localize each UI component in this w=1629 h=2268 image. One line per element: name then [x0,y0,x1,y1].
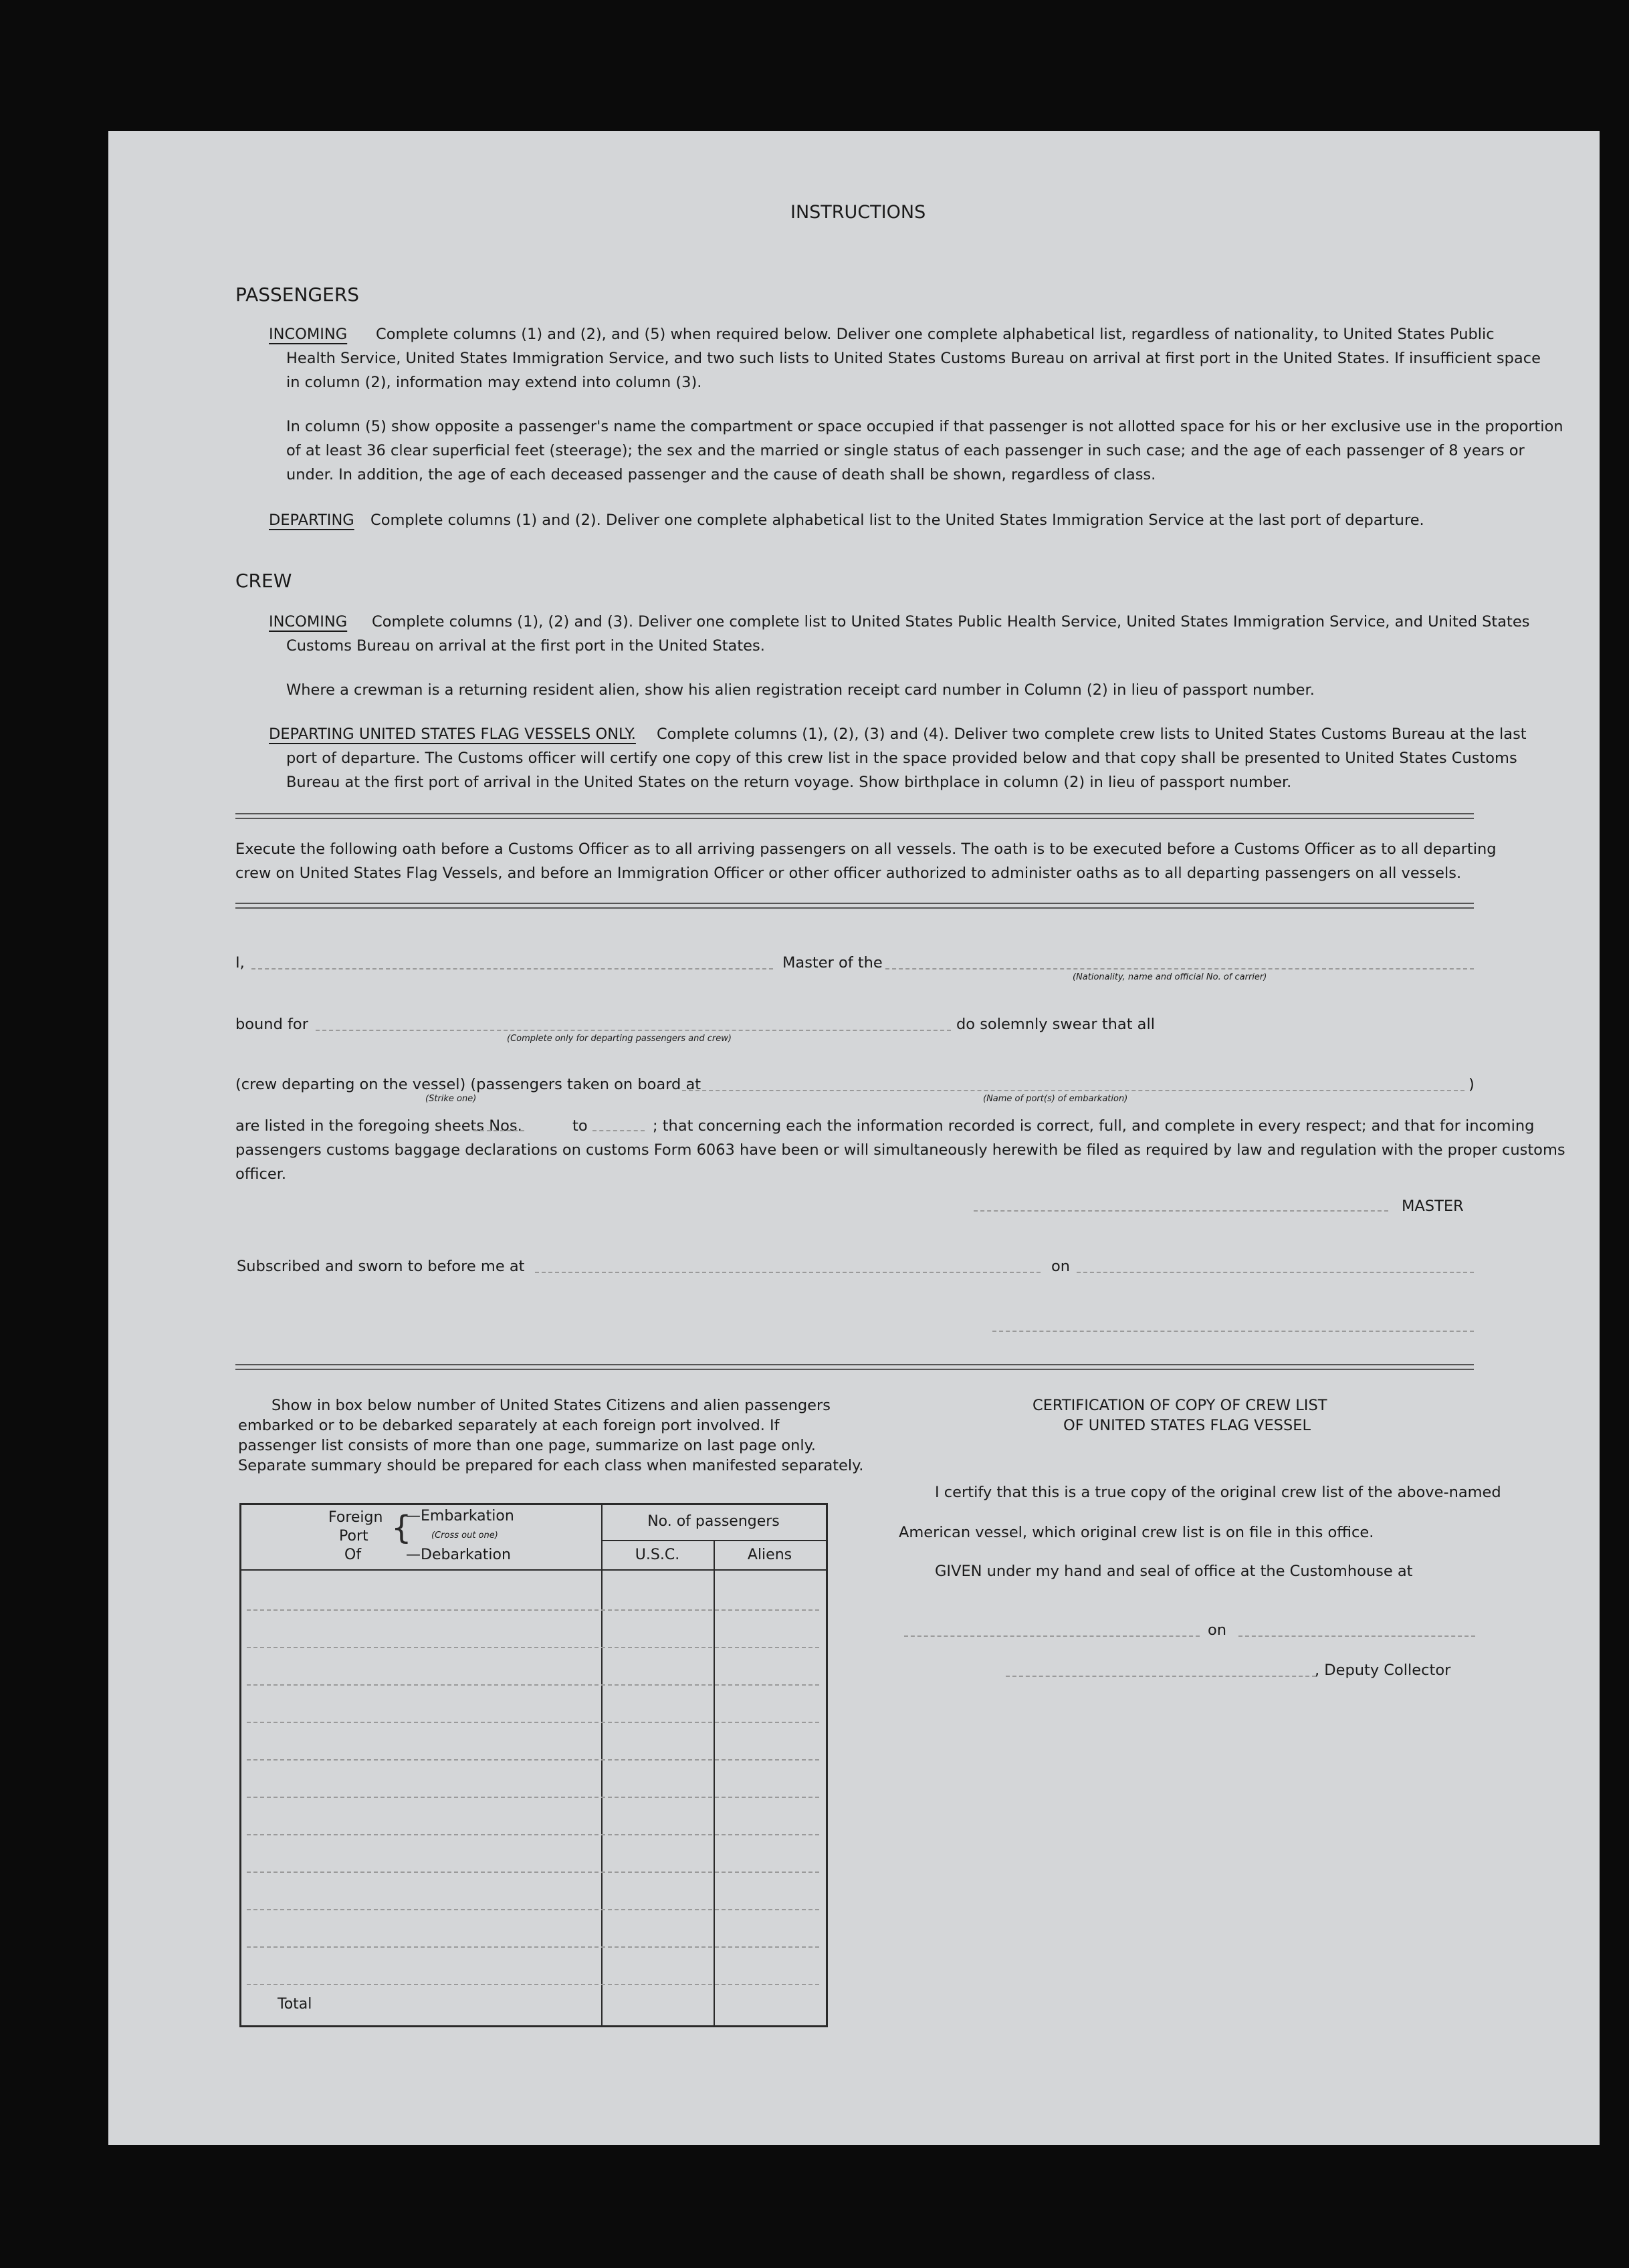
carrier-field[interactable] [885,968,1474,970]
crew-departing-line-2: port of departure. The Customs officer will certify one copy of this crew list in the space provided below and that copy shall be presented to United States Customs [286,750,1517,767]
summary-line-2: embarked or to be debarked separately at each foreign port involved. If [238,1417,780,1434]
total-label: Total [278,1996,312,2013]
no-of-passengers-label: No. of passengers [647,1513,780,1530]
customhouse-field[interactable] [904,1635,1200,1637]
crew-departing-label-oath: (crew departing on the vessel) (passengers taken on board at [235,1076,701,1093]
crew-incoming-label: INCOMING [269,613,348,631]
crew-resident-alien-text: Where a crewman is a returning resident alien, show his alien registration receipt card number in Column (2) in lieu of passport number. [286,681,1315,699]
port-label: Port [339,1528,368,1545]
divider [235,813,1474,819]
header-bottom [241,1569,826,1571]
listed-pre: are listed in the foregoing sheets Nos. [235,1117,522,1135]
master-signature-field[interactable] [974,1210,1388,1212]
column5-line-2: of at least 36 clear superficial feet (steerage); the sex and the married or single status of each passenger in such case; and the age of each passenger of 8 years or [286,442,1525,459]
passenger-summary-table [239,1503,828,2027]
bound-for-field[interactable] [316,1030,951,1031]
summary-line-1: Show in box below number of United States Citizens and alien passengers [272,1397,831,1414]
crew-incoming-line-2: Customs Bureau on arrival at the first port in the United States. [286,637,765,655]
usc-label: U.S.C. [635,1547,680,1563]
column5-line-1: In column (5) show opposite a passenger's name the compartment or space occupied if that passenger is not allotted space for his or her exclusive use in the proportion [286,418,1563,435]
oath-i-label: I, [235,954,245,972]
certification-heading-1: CERTIFICATION OF COPY OF CREW LIST [1033,1397,1327,1414]
table-row [247,1909,819,1910]
debarkation-label: —Debarkation [406,1547,511,1563]
table-row [247,1722,819,1723]
table-row [247,1984,819,1985]
nationality-hint: (Nationality, name and official No. of carrier) [1073,972,1267,982]
oath-instruction-line-2: crew on United States Flag Vessels, and before an Immigration Officer or other officer authorized to administer oaths as to all departing passengers on all vessels. [235,865,1462,882]
cross-out-hint: (Cross out one) [431,1530,498,1541]
table-row [247,1834,819,1835]
certification-heading-2: OF UNITED STATES FLAG VESSEL [1063,1417,1311,1434]
listed-post: ; that concerning each the information recorded is correct, full, and complete in every respect; and that for incoming [653,1117,1535,1135]
crew-departing-line-1: Complete columns (1), (2), (3) and (4). Deliver two complete crew lists to United States Customs Bureau at the last [657,725,1527,743]
summary-line-3: passenger list consists of more than one page, summarize on last page only. [238,1437,816,1454]
foreign-label: Foreign [328,1509,383,1526]
page-title: INSTRUCTIONS [790,202,926,223]
of-label: Of [344,1547,362,1563]
crew-heading: CREW [235,570,292,592]
given-on-label: on [1208,1621,1227,1639]
swear-label: do solemnly swear that all [956,1016,1155,1033]
col-divider [714,1540,715,2025]
crew-incoming-line-1: Complete columns (1), (2) and (3). Deliver one complete list to United States Public Health Service, United States Immigration Service, and United States [372,613,1530,631]
embarkation-label: —Embarkation [406,1508,514,1524]
given-label: GIVEN under my hand and seal of office at the Customhouse at [935,1563,1413,1580]
oath-instruction-line-1: Execute the following oath before a Customs Officer as to all arriving passengers on all vessels. The oath is to be executed before a Customs Officer as to all departing [235,840,1497,858]
column5-line-3: under. In addition, the age of each deceased passenger and the cause of death shall be shown, regardless of class. [286,466,1156,483]
certify-line-2: American vessel, which original crew list is on file in this office. [899,1524,1374,1541]
passengers-incoming-line-3: in column (2), information may extend into column (3). [286,374,702,391]
close-paren: ) [1469,1076,1475,1093]
master-name-field[interactable] [251,968,773,970]
crew-departing-line-3: Bureau at the first port of arrival in the United States on the return voyage. Show birthplace in column (2) in lieu of passport number. [286,774,1292,791]
port-embarkation-field[interactable] [682,1090,1464,1091]
passengers-incoming-line-1: Complete columns (1) and (2), and (5) when required below. Deliver one complete alphabetical list, regardless of nationality, to United States Public [376,326,1495,343]
port-hint: (Name of port(s) of embarkation) [983,1094,1128,1104]
deputy-collector-label: , Deputy Collector [1315,1662,1451,1679]
table-row [247,1946,819,1948]
table-row [247,1647,819,1648]
table-row [247,1609,819,1611]
listed-line-3: officer. [235,1165,287,1183]
crew-departing-label: DEPARTING UNITED STATES FLAG VESSELS ONLY. [269,725,636,743]
officer-signature-field[interactable] [992,1331,1474,1332]
divider [235,903,1474,909]
master-label: MASTER [1402,1198,1464,1215]
passengers-incoming-label: INCOMING [269,326,348,343]
complete-only-hint: (Complete only for departing passengers and crew) [507,1034,732,1044]
deputy-signature-field[interactable] [1006,1676,1316,1677]
bound-for-label: bound for [235,1016,308,1033]
summary-line-4: Separate summary should be prepared for each class when manifested separately. [238,1457,864,1474]
brace-icon: { [391,1509,412,1547]
header-divider [601,1540,826,1541]
certify-line-1: I certify that this is a true copy of the original crew list of the above-named [935,1484,1501,1501]
divider [235,1364,1474,1370]
listed-line-2: passengers customs baggage declarations on customs Form 6063 have been or will simultaneously herewith be filed as required by law and regulation with the proper customs [235,1141,1565,1159]
table-row [247,1684,819,1686]
sheet-to-field[interactable] [592,1130,645,1131]
strike-one-hint: (Strike one) [425,1094,477,1104]
table-row [247,1872,819,1873]
master-of-the-label: Master of the [782,954,883,972]
sworn-place-field[interactable] [535,1272,1041,1273]
passengers-incoming-line-2: Health Service, United States Immigration Service, and two such lists to United States Customs Bureau on arrival at first port in the United States. If insufficient space [286,350,1541,367]
sworn-date-field[interactable] [1077,1272,1474,1273]
table-row [247,1759,819,1761]
passengers-departing-text: Complete columns (1) and (2). Deliver one complete alphabetical list to the United States Immigration Service at the last port of departure. [370,512,1424,529]
sworn-on-label: on [1051,1258,1071,1275]
passengers-heading: PASSENGERS [235,284,360,306]
given-date-field[interactable] [1238,1635,1475,1637]
table-row [247,1797,819,1798]
listed-to: to [572,1117,588,1135]
sheet-from-field[interactable] [473,1130,524,1131]
aliens-label: Aliens [747,1547,792,1563]
passengers-departing-label: DEPARTING [269,512,354,529]
subscribed-label: Subscribed and sworn to before me at [237,1258,525,1275]
